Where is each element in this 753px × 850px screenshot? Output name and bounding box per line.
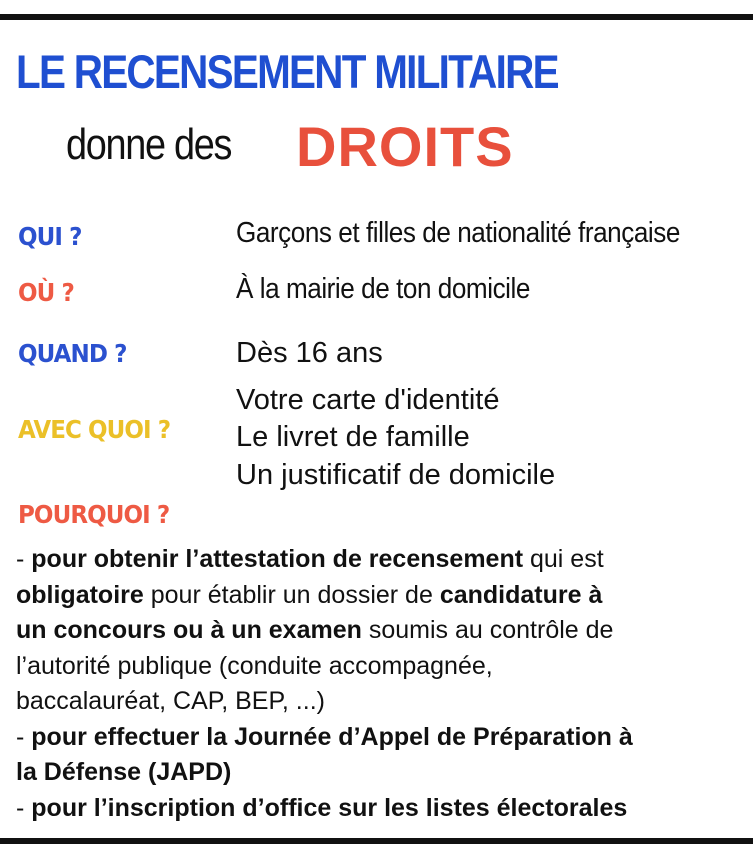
reason-line: - pour l’inscription d’office sur les listes électorales [16, 793, 628, 822]
reason-line: - pour effectuer la Journée d’Appel de Préparation à [16, 722, 633, 751]
reason-line: la Défense (JAPD) [16, 758, 232, 786]
question-avec-quoi: AVEC QUOI ? [18, 415, 171, 444]
answer-ou: À la mairie de ton domicile [236, 273, 530, 305]
question-qui: QUI ? [18, 222, 82, 251]
top-border-rule [0, 14, 753, 20]
answer-quand: Dès 16 ans [236, 337, 383, 369]
answer-avec-quoi-3: Un justificatif de domicile [236, 459, 556, 491]
subtitle-emphasis: DROITS [296, 115, 514, 178]
question-quand: QUAND ? [18, 339, 127, 368]
bottom-border-rule [0, 838, 753, 844]
subtitle [66, 115, 514, 178]
reason-line: baccalauréat, CAP, BEP, ...) [16, 687, 325, 715]
answer-avec-quoi-2: Le livret de famille [236, 421, 470, 453]
reason-line: l’autorité publique (conduite accompagnée, [16, 651, 493, 680]
poster-title: LE RECENSEMENT MILITAIRE [16, 45, 558, 98]
reason-line: - pour obtenir l’attestation de recensement qui est [16, 545, 604, 573]
question-pourquoi: POURQUOI ? [18, 500, 170, 529]
reasons-paragraph [16, 542, 746, 826]
question-ou: OÙ ? [18, 278, 74, 307]
subtitle-lead: donne des [66, 120, 232, 169]
answer-avec-quoi-1: Votre carte d'identité [236, 384, 500, 416]
answer-qui: Garçons et filles de nationalité française [236, 217, 680, 249]
reason-line: obligatoire pour établir un dossier de candidature à [16, 580, 603, 609]
reason-line: un concours ou à un examen soumis au contrôle de [16, 616, 614, 644]
